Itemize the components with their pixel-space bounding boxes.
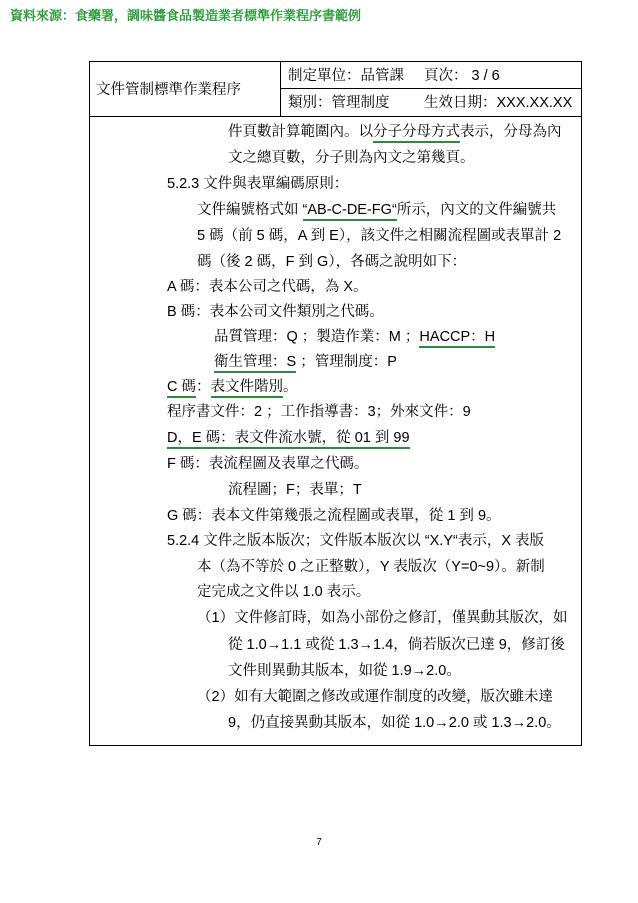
- body-line: F 碼：表流程圖及表單之代碼。: [167, 456, 369, 472]
- body-line: G 碼：表本文件第幾張之流程圖或表單，從 1 到 9。: [167, 508, 501, 524]
- body-line: 定完成之文件以 1.0 表示。: [197, 584, 371, 600]
- body-line: 流程圖；F；表單；T: [228, 482, 362, 498]
- text-segment: 件頁數計算範圍內。以: [228, 124, 373, 140]
- body-line: [228, 123, 562, 141]
- header-divider-middle: [280, 88, 581, 89]
- issuing-unit: 制定單位：品管課: [288, 68, 404, 84]
- body-line: 文件則異動其版本，如從 1.9→2.0。: [228, 663, 461, 679]
- document-title: 文件管制標準作業程序: [96, 82, 241, 98]
- body-line: [197, 201, 556, 219]
- body-line: 程序書文件：2 ；工作指導書：3；外來文件：9: [167, 404, 471, 420]
- underlined-segment: “AB-C-DE-FG“: [303, 202, 397, 221]
- section-heading: 5.2.4 文件之版本版次；文件版本版次以 “X.Y“表示，X 表版: [167, 533, 545, 549]
- text-segment: ；管理制度：P: [296, 354, 397, 370]
- list-item: （2）如有大範圍之修改或運作制度的改變，版次雖未達: [197, 689, 554, 705]
- page-number: 7: [316, 837, 322, 848]
- section-heading: 5.2.3 文件與表單編碼原則：: [167, 176, 349, 192]
- underlined-segment: HACCP：H: [419, 329, 495, 348]
- text-segment: 所示，內文的文件編號共: [396, 202, 557, 218]
- body-line: 本（為不等於 0 之正整數），Y 表版次（Y=0~9）。新制: [197, 559, 545, 575]
- body-line: 9，仍直接異動其版本，如從 1.0→2.0 或 1.3→2.0。: [228, 715, 561, 731]
- underlined-segment: 衛生管理：S: [214, 354, 296, 373]
- body-line: [214, 328, 495, 346]
- text-segment: 表示，分母為內: [460, 124, 562, 140]
- body-line: [167, 429, 410, 447]
- list-item: （1）文件修訂時，如為小部份之修訂，僅異動其版次，如: [197, 610, 568, 626]
- category: 類別：管理制度: [288, 95, 390, 111]
- text-segment: 。: [283, 379, 298, 395]
- text-segment: 文件編號格式如: [197, 202, 303, 218]
- effective-date: 生效日期：XXX.XX.XX: [424, 95, 573, 111]
- body-line: 碼（後 2 碼，F 到 G），各碼之說明如下：: [197, 254, 467, 270]
- underlined-segment: 分子分母方式: [373, 124, 460, 143]
- body-line: 5 碼（前 5 碼，A 到 E），該文件之相關流程圖或表單計 2: [197, 228, 562, 244]
- source-note: 資料來源：食藥署，調味醬食品製造業者標準作業程序書範例: [10, 8, 362, 23]
- text-segment: 品質管理：Q ；製造作業：M ；: [214, 329, 420, 345]
- text-segment: ：: [196, 379, 211, 395]
- body-line: 文之總頁數，分子則為內文之第幾頁。: [228, 150, 475, 166]
- body-line: [167, 378, 298, 396]
- underlined-segment: 表文件階別: [211, 379, 284, 398]
- underlined-segment: C 碼: [167, 379, 196, 398]
- page-count: 頁次： 3 / 6: [424, 68, 500, 84]
- body-line: B 碼：表本公司文件類別之代碼。: [167, 304, 384, 320]
- header-divider-bottom: [89, 116, 581, 117]
- body-line: 從 1.0→1.1 或從 1.3→1.4，倘若版次已達 9，修訂後: [228, 637, 565, 653]
- underlined-segment: D，E 碼：表文件流水號，從 01 到 99: [167, 430, 410, 449]
- body-line: A 碼：表本公司之代碼，為 X。: [167, 279, 368, 295]
- body-line: [214, 353, 397, 371]
